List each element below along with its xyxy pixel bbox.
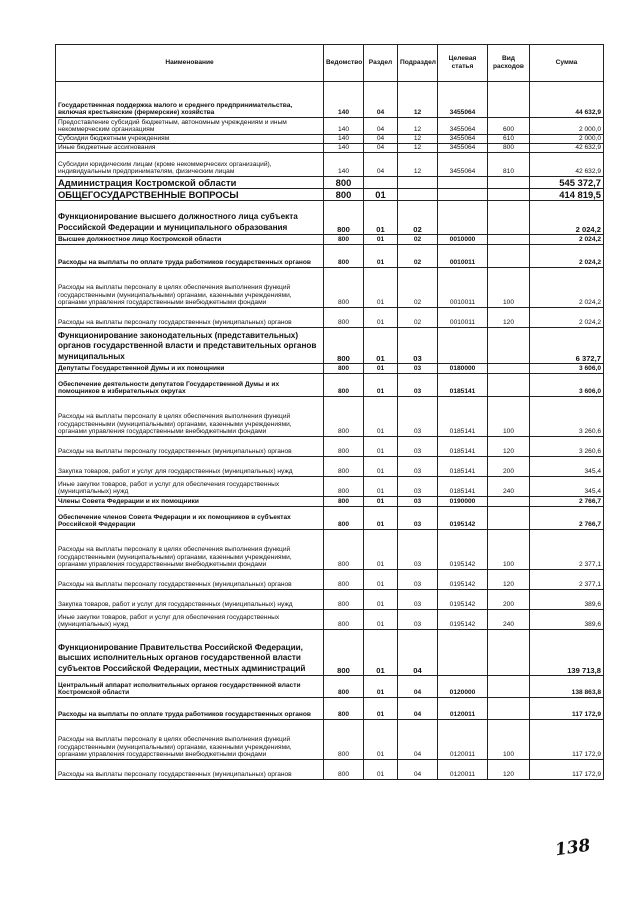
cell-vid [488,201,530,235]
table-row [56,374,604,397]
cell-razdel: 01 [364,530,398,570]
cell-name: Высшее должностное лицо Костромской области [56,235,324,245]
cell-vedomstvo: 140 [324,153,364,177]
table-row [56,760,604,780]
cell-name: Закупка товаров, работ и услуг для государственных (муниципальных) нужд [56,457,324,477]
table-row [56,477,604,497]
cell-vedomstvo: 800 [324,630,364,676]
cell-vedomstvo: 800 [324,507,364,530]
table-row [56,497,604,507]
cell-sum: 139 713,8 [530,630,604,676]
cell-vid [488,82,530,118]
cell-sum: 3 260,6 [530,397,604,437]
cell-vid: 240 [488,477,530,497]
cell-target: 0185141 [438,457,488,477]
cell-vedomstvo: 800 [324,268,364,308]
cell-name: Функционирование высшего должностного лица субъекта Российской Федерации и муниципального образования [56,201,324,235]
cell-target [438,189,488,201]
cell-razdel: 01 [364,374,398,397]
cell-sum: 2 377,1 [530,530,604,570]
cell-target: 3455064 [438,118,488,135]
cell-podrazdel: 02 [398,268,438,308]
cell-razdel: 01 [364,457,398,477]
table-row [56,153,604,177]
cell-target: 0120011 [438,760,488,780]
header-podrazdel: Подраздел [398,45,438,82]
cell-sum: 2 766,7 [530,507,604,530]
cell-target: 0195142 [438,590,488,610]
cell-name: Депутаты Государственной Думы и их помощники [56,364,324,374]
cell-razdel: 01 [364,189,398,201]
budget-table [55,44,604,780]
cell-target: 0190000 [438,497,488,507]
cell-razdel: 01 [364,497,398,507]
table-row [56,235,604,245]
header-row [56,45,604,82]
cell-razdel [364,177,398,189]
cell-target [438,201,488,235]
cell-razdel: 01 [364,268,398,308]
cell-vedomstvo: 140 [324,118,364,135]
cell-vedomstvo: 800 [324,201,364,235]
cell-target [438,328,488,364]
cell-vid [488,177,530,189]
cell-razdel: 04 [364,82,398,118]
cell-vid [488,497,530,507]
cell-name: Иные закупки товаров, работ и услуг для обеспечения государственных (муниципальных) нужд [56,477,324,497]
cell-podrazdel: 04 [398,630,438,676]
cell-sum: 2 024,2 [530,235,604,245]
cell-vedomstvo: 800 [324,477,364,497]
cell-sum: 42 632,9 [530,153,604,177]
cell-name: Расходы на выплаты по оплате труда работников государственных органов [56,245,324,268]
cell-name: Расходы на выплаты персоналу в целях обеспечения выполнения функций государственными (муниципальными) органами, казенными учреждениями, органами управления государственными внебюджетными фондами [56,268,324,308]
cell-podrazdel [398,189,438,201]
cell-podrazdel: 03 [398,590,438,610]
cell-vedomstvo: 800 [324,397,364,437]
cell-name: Субсидии бюджетным учреждениям [56,135,324,144]
cell-name: Функционирование законодательных (представительных) органов государственной власти и представительных органов муниципальных [56,328,324,364]
cell-razdel: 01 [364,590,398,610]
cell-podrazdel: 12 [398,144,438,153]
table-body [56,82,604,780]
cell-target: 0010000 [438,235,488,245]
cell-target: 3455064 [438,135,488,144]
cell-target: 0010011 [438,308,488,328]
header-vid: Вид расходов [488,45,530,82]
cell-sum: 2 377,1 [530,570,604,590]
table-row [56,610,604,630]
cell-sum: 6 372,7 [530,328,604,364]
cell-razdel: 01 [364,201,398,235]
cell-podrazdel: 03 [398,374,438,397]
table-row [56,630,604,676]
cell-name: Предоставление субсидий бюджетным, автономным учреждениям и иным некоммерческим организациям [56,118,324,135]
table-row [56,308,604,328]
cell-sum: 2 024,2 [530,268,604,308]
cell-podrazdel: 03 [398,457,438,477]
cell-sum: 2 024,2 [530,245,604,268]
cell-vedomstvo: 800 [324,698,364,720]
cell-target: 3455064 [438,144,488,153]
cell-vedomstvo: 800 [324,328,364,364]
table-row [56,135,604,144]
cell-target: 0120011 [438,698,488,720]
cell-podrazdel: 04 [398,676,438,698]
table-row [56,570,604,590]
cell-name: Иные бюджетные ассигнования [56,144,324,153]
cell-target: 0185141 [438,477,488,497]
cell-vid [488,235,530,245]
cell-target: 0195142 [438,570,488,590]
cell-vedomstvo: 800 [324,245,364,268]
cell-vid: 810 [488,153,530,177]
cell-sum: 345,4 [530,477,604,497]
cell-razdel: 01 [364,698,398,720]
header-name: Наименование [56,45,324,82]
table-row [56,437,604,457]
cell-target: 3455064 [438,82,488,118]
header-sum: Сумма [530,45,604,82]
header-razdel: Раздел [364,45,398,82]
cell-sum: 44 632,9 [530,82,604,118]
header-target: Целевая статья [438,45,488,82]
cell-sum: 414 819,5 [530,189,604,201]
cell-razdel: 01 [364,397,398,437]
cell-vedomstvo: 800 [324,177,364,189]
table-row [56,82,604,118]
cell-sum: 2 000,0 [530,135,604,144]
cell-target [438,177,488,189]
table-row [56,676,604,698]
cell-vid [488,364,530,374]
cell-vid: 610 [488,135,530,144]
table-row [56,590,604,610]
cell-vedomstvo: 800 [324,374,364,397]
cell-vedomstvo: 800 [324,235,364,245]
cell-sum: 3 606,0 [530,364,604,374]
cell-razdel: 01 [364,437,398,457]
cell-sum: 117 172,9 [530,720,604,760]
cell-sum: 2 024,2 [530,201,604,235]
table-row [56,507,604,530]
cell-sum: 2 000,0 [530,118,604,135]
cell-name: Члены Совета Федерации и их помощники [56,497,324,507]
cell-vid: 200 [488,457,530,477]
cell-target: 3455064 [438,153,488,177]
table-row [56,364,604,374]
cell-razdel: 04 [364,144,398,153]
cell-name: Центральный аппарат исполнительных органов государственной власти Костромской области [56,676,324,698]
cell-name: Функционирование Правительства Российской Федерации, высших исполнительных органов государственной власти субъектов Российской Федерации, местных администраций [56,630,324,676]
table-row [56,245,604,268]
cell-podrazdel: 03 [398,477,438,497]
cell-sum: 117 172,9 [530,760,604,780]
cell-razdel: 01 [364,760,398,780]
cell-sum: 138 863,8 [530,676,604,698]
cell-target: 0180000 [438,364,488,374]
cell-vid: 120 [488,437,530,457]
table-row [56,530,604,570]
cell-vid [488,245,530,268]
cell-razdel: 01 [364,308,398,328]
table-row [56,457,604,477]
cell-vid [488,698,530,720]
cell-name: Расходы на выплаты персоналу государственных (муниципальных) органов [56,437,324,457]
cell-podrazdel: 02 [398,308,438,328]
table-row [56,189,604,201]
cell-name: Расходы на выплаты по оплате труда работников государственных органов [56,698,324,720]
cell-vedomstvo: 140 [324,82,364,118]
cell-name: Иные закупки товаров, работ и услуг для обеспечения государственных (муниципальных) нужд [56,610,324,630]
cell-podrazdel: 03 [398,364,438,374]
cell-target: 0010011 [438,268,488,308]
cell-vid [488,189,530,201]
cell-podrazdel: 12 [398,82,438,118]
cell-vid: 100 [488,397,530,437]
cell-podrazdel: 03 [398,530,438,570]
cell-name: Расходы на выплаты персоналу в целях обеспечения выполнения функций государственными (муниципальными) органами, казенными учреждениями, органами управления государственными внебюджетными фондами [56,530,324,570]
cell-podrazdel: 12 [398,153,438,177]
cell-target: 0120000 [438,676,488,698]
cell-vid: 120 [488,570,530,590]
cell-target: 0185141 [438,437,488,457]
cell-vedomstvo: 800 [324,570,364,590]
cell-sum: 389,6 [530,590,604,610]
cell-razdel: 01 [364,507,398,530]
cell-name: Администрация Костромской области [56,177,324,189]
cell-vedomstvo: 140 [324,135,364,144]
cell-vid: 100 [488,530,530,570]
cell-vid: 600 [488,118,530,135]
cell-razdel: 04 [364,135,398,144]
cell-sum: 389,6 [530,610,604,630]
cell-vedomstvo: 800 [324,590,364,610]
cell-vid: 240 [488,610,530,630]
cell-name: Обеспечение деятельности депутатов Государственной Думы и их помощников в избирательных округах [56,374,324,397]
cell-target: 0185141 [438,397,488,437]
cell-podrazdel: 02 [398,201,438,235]
cell-podrazdel: 03 [398,397,438,437]
cell-podrazdel: 04 [398,760,438,780]
table-row [56,201,604,235]
table-row [56,397,604,437]
cell-razdel: 04 [364,153,398,177]
cell-podrazdel: 02 [398,235,438,245]
cell-sum: 2 024,2 [530,308,604,328]
cell-vid [488,328,530,364]
cell-vedomstvo: 800 [324,457,364,477]
table-row [56,118,604,135]
cell-sum: 345,4 [530,457,604,477]
cell-podrazdel: 03 [398,437,438,457]
header-vedomstvo: Ведомство [324,45,364,82]
page-number: 138 [553,835,592,861]
cell-vid: 200 [488,590,530,610]
cell-podrazdel: 12 [398,118,438,135]
cell-target [438,630,488,676]
cell-sum: 117 172,9 [530,698,604,720]
cell-vedomstvo: 800 [324,530,364,570]
cell-name: Расходы на выплаты персоналу в целях обеспечения выполнения функций государственными (муниципальными) органами, казенными учреждениями, органами управления государственными внебюджетными фондами [56,720,324,760]
cell-podrazdel: 03 [398,610,438,630]
cell-name: Расходы на выплаты персоналу государственных (муниципальных) органов [56,760,324,780]
cell-podrazdel: 04 [398,720,438,760]
cell-vedomstvo: 800 [324,437,364,457]
cell-sum: 3 260,6 [530,437,604,457]
cell-target: 0195142 [438,610,488,630]
cell-razdel: 01 [364,720,398,760]
cell-podrazdel: 03 [398,497,438,507]
cell-name: Субсидии юридическим лицам (кроме некоммерческих организаций), индивидуальным предпринимателям, физическим лицам [56,153,324,177]
cell-vid: 800 [488,144,530,153]
cell-vid: 120 [488,308,530,328]
cell-razdel: 01 [364,235,398,245]
cell-podrazdel: 03 [398,507,438,530]
cell-name: Расходы на выплаты персоналу государственных (муниципальных) органов [56,308,324,328]
cell-vid: 100 [488,720,530,760]
cell-vedomstvo: 800 [324,364,364,374]
cell-razdel: 01 [364,245,398,268]
table-row [56,698,604,720]
cell-razdel: 01 [364,630,398,676]
cell-razdel: 01 [364,570,398,590]
cell-target: 0195142 [438,507,488,530]
cell-vedomstvo: 800 [324,720,364,760]
cell-name: ОБЩЕГОСУДАРСТВЕННЫЕ ВОПРОСЫ [56,189,324,201]
cell-vid [488,676,530,698]
cell-sum: 2 766,7 [530,497,604,507]
cell-vedomstvo: 800 [324,676,364,698]
cell-podrazdel: 12 [398,135,438,144]
cell-target: 0185141 [438,374,488,397]
table-row [56,177,604,189]
cell-sum: 545 372,7 [530,177,604,189]
table-row [56,144,604,153]
cell-vid: 120 [488,760,530,780]
cell-vedomstvo: 800 [324,760,364,780]
cell-razdel: 01 [364,328,398,364]
cell-podrazdel: 03 [398,328,438,364]
cell-name: Государственная поддержка малого и среднего предпринимательства, включая крестьянские (фермерские) хозяйства [56,82,324,118]
cell-name: Обеспечение членов Совета Федерации и их помощников в субъектах Российской Федерации [56,507,324,530]
table-row [56,720,604,760]
cell-podrazdel: 04 [398,698,438,720]
cell-name: Расходы на выплаты персоналу государственных (муниципальных) органов [56,570,324,590]
cell-name: Закупка товаров, работ и услуг для государственных (муниципальных) нужд [56,590,324,610]
table-row [56,328,604,364]
cell-target: 0120011 [438,720,488,760]
cell-vid [488,630,530,676]
cell-razdel: 01 [364,676,398,698]
cell-vedomstvo: 800 [324,497,364,507]
cell-name: Расходы на выплаты персоналу в целях обеспечения выполнения функций государственными (муниципальными) органами, казенными учреждениями, органами управления государственными внебюджетными фондами [56,397,324,437]
cell-razdel: 01 [364,610,398,630]
cell-vedomstvo: 800 [324,189,364,201]
cell-target: 0195142 [438,530,488,570]
cell-vid [488,374,530,397]
cell-razdel: 01 [364,364,398,374]
cell-razdel: 01 [364,477,398,497]
cell-vedomstvo: 800 [324,308,364,328]
cell-podrazdel [398,177,438,189]
cell-podrazdel: 03 [398,570,438,590]
cell-target: 0010011 [438,245,488,268]
cell-vedomstvo: 140 [324,144,364,153]
table-row [56,268,604,308]
cell-vedomstvo: 800 [324,610,364,630]
cell-vid: 100 [488,268,530,308]
cell-podrazdel: 02 [398,245,438,268]
cell-razdel: 04 [364,118,398,135]
cell-vid [488,507,530,530]
cell-sum: 3 606,0 [530,374,604,397]
cell-sum: 42 632,9 [530,144,604,153]
